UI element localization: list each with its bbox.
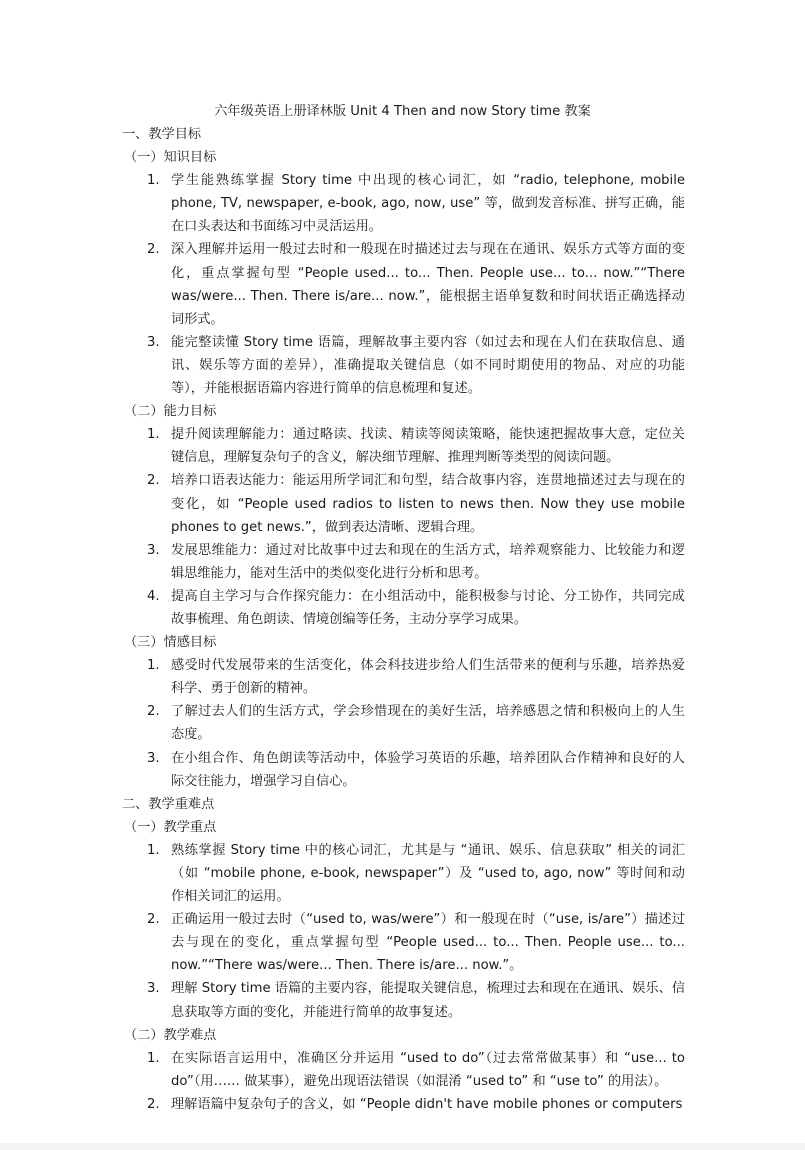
subsection-heading: （二）能力目标 bbox=[124, 404, 217, 420]
list-item bbox=[0, 169, 805, 238]
item-number: 1. bbox=[147, 427, 160, 443]
item-text: 正确运用一般过去时（“used to, was/were”）和一般现在时（“use, is/are”）描述过去与现在的变化，重点掌握句型 “People used... to... Then. People use... to... now.”“There was/were... Then. There is/are... now.”。 bbox=[171, 912, 685, 974]
list-item bbox=[0, 747, 805, 793]
item-number: 2. bbox=[147, 912, 160, 928]
item-text: 在小组合作、角色朗读等活动中，体验学习英语的乐趣，培养团队合作精神和良好的人际交往能力，增强学习自信心。 bbox=[171, 750, 685, 789]
item-text: 感受时代发展带来的生活变化，体会科技进步给人们生活带来的便利与乐趣，培养热爱科学、勇于创新的精神。 bbox=[171, 658, 685, 697]
item-number: 2. bbox=[147, 473, 160, 489]
section-heading: 一、教学目标 bbox=[122, 127, 202, 142]
list-item bbox=[0, 331, 805, 400]
item-text: 理解 Story time 语篇的主要内容，能提取关键信息，梳理过去和现在在通讯、娱乐、信息获取等方面的变化，并能进行简单的故事复述。 bbox=[171, 981, 685, 1020]
item-number: 2. bbox=[147, 704, 160, 720]
subsection-heading: （三）情感目标 bbox=[124, 635, 217, 651]
list-item bbox=[0, 700, 805, 746]
item-number: 1. bbox=[147, 842, 160, 858]
item-text: 提升阅读理解能力：通过略读、找读、精读等阅读策略，能快速把握故事大意，定位关键信息，理解复杂句子的含义，解决细节理解、推理判断等类型的阅读问题。 bbox=[171, 427, 685, 466]
list-item bbox=[0, 585, 805, 631]
item-text: 熟练掌握 Story time 中的核心词汇，尤其是与 “通讯、娱乐、信息获取” 相关的词汇（如 “mobile phone, e-book, newspaper”）及 “used to, ago, now” 等时间和动作相关词汇的运用。 bbox=[171, 842, 685, 905]
item-number: 2. bbox=[147, 1096, 160, 1112]
item-text: 能完整读懂 Story time 语篇，理解故事主要内容（如过去和现在人们在获取信息、通讯、娱乐等方面的差异），准确提取关键信息（如不同时期使用的物品、对应的功能等），并能根据语篇内容进行简单的信息梳理和复述。 bbox=[171, 334, 685, 397]
item-number: 3. bbox=[147, 542, 160, 558]
item-text: 提高自主学习与合作探究能力：在小组活动中，能积极参与讨论、分工协作，共同完成故事梳理、角色朗读、情境创编等任务，主动分享学习成果。 bbox=[171, 588, 685, 627]
item-text: 理解语篇中复杂句子的含义，如 “People didn't have mobile phones or computers bbox=[171, 1096, 683, 1112]
item-number: 1. bbox=[147, 173, 160, 189]
item-number: 3. bbox=[147, 981, 160, 997]
item-text: 深入理解并运用一般过去时和一般现在时描述过去与现在在通讯、娱乐方式等方面的变化，重点掌握句型 “People used... to... Then. People use... to... now.”“There was/were... Then. There is/are... now.”，能根据主语单复数和时间状语正确选择动词形式。 bbox=[171, 242, 685, 327]
item-text: 在实际语言运用中，准确区分并运用 “used to do”（过去常常做某事）和 “use... to do”（用…… 做某事），避免出现语法错误（如混淆 “used to” 和 “use to” 的用法）。 bbox=[171, 1050, 685, 1089]
list-item bbox=[0, 977, 805, 1023]
list-item bbox=[0, 839, 805, 908]
list-item bbox=[0, 539, 805, 585]
item-number: 2. bbox=[147, 242, 160, 258]
item-text: 培养口语表达能力：能运用所学词汇和句型，结合故事内容，连贯地描述过去与现在的变化，如 “People used radios to listen to news then. Now they use mobile phones to get news.”，做到表达清晰、逻辑合理。 bbox=[171, 473, 685, 535]
list-item bbox=[0, 908, 805, 977]
subsection-heading: （一）教学重点 bbox=[124, 819, 217, 835]
subsection-heading: （二）教学难点 bbox=[124, 1027, 217, 1043]
document-body bbox=[0, 123, 805, 1116]
item-text: 发展思维能力：通过对比故事中过去和现在的生活方式，培养观察能力、比较能力和逻辑思维能力，能对生活中的类似变化进行分析和思考。 bbox=[171, 542, 685, 581]
item-number: 1. bbox=[147, 1050, 160, 1066]
item-number: 3. bbox=[147, 750, 160, 766]
subsection-heading: （一）知识目标 bbox=[124, 150, 217, 166]
document-title: 六年级英语上册译林版 Unit 4 Then and now Story time 教案 bbox=[214, 104, 591, 119]
list-item bbox=[0, 469, 805, 538]
item-number: 4. bbox=[147, 588, 160, 604]
item-number: 1. bbox=[147, 658, 160, 674]
section-heading: 二、教学重难点 bbox=[122, 796, 215, 812]
item-number: 3. bbox=[147, 334, 160, 350]
item-text: 学生能熟练掌握 Story time 中出现的核心词汇，如 “radio, telephone, mobile phone, TV, newspaper, e-book, ago, now, use” 等，做到发音标准、拼写正确，能在口头表达和书面练习中灵活运用。 bbox=[171, 173, 685, 235]
list-item bbox=[0, 654, 805, 700]
list-item bbox=[0, 238, 805, 330]
list-item bbox=[0, 1093, 805, 1116]
item-text: 了解过去人们的生活方式，学会珍惜现在的美好生活，培养感恩之情和积极向上的人生态度。 bbox=[171, 704, 685, 743]
list-item bbox=[0, 423, 805, 469]
list-item bbox=[0, 1047, 805, 1093]
